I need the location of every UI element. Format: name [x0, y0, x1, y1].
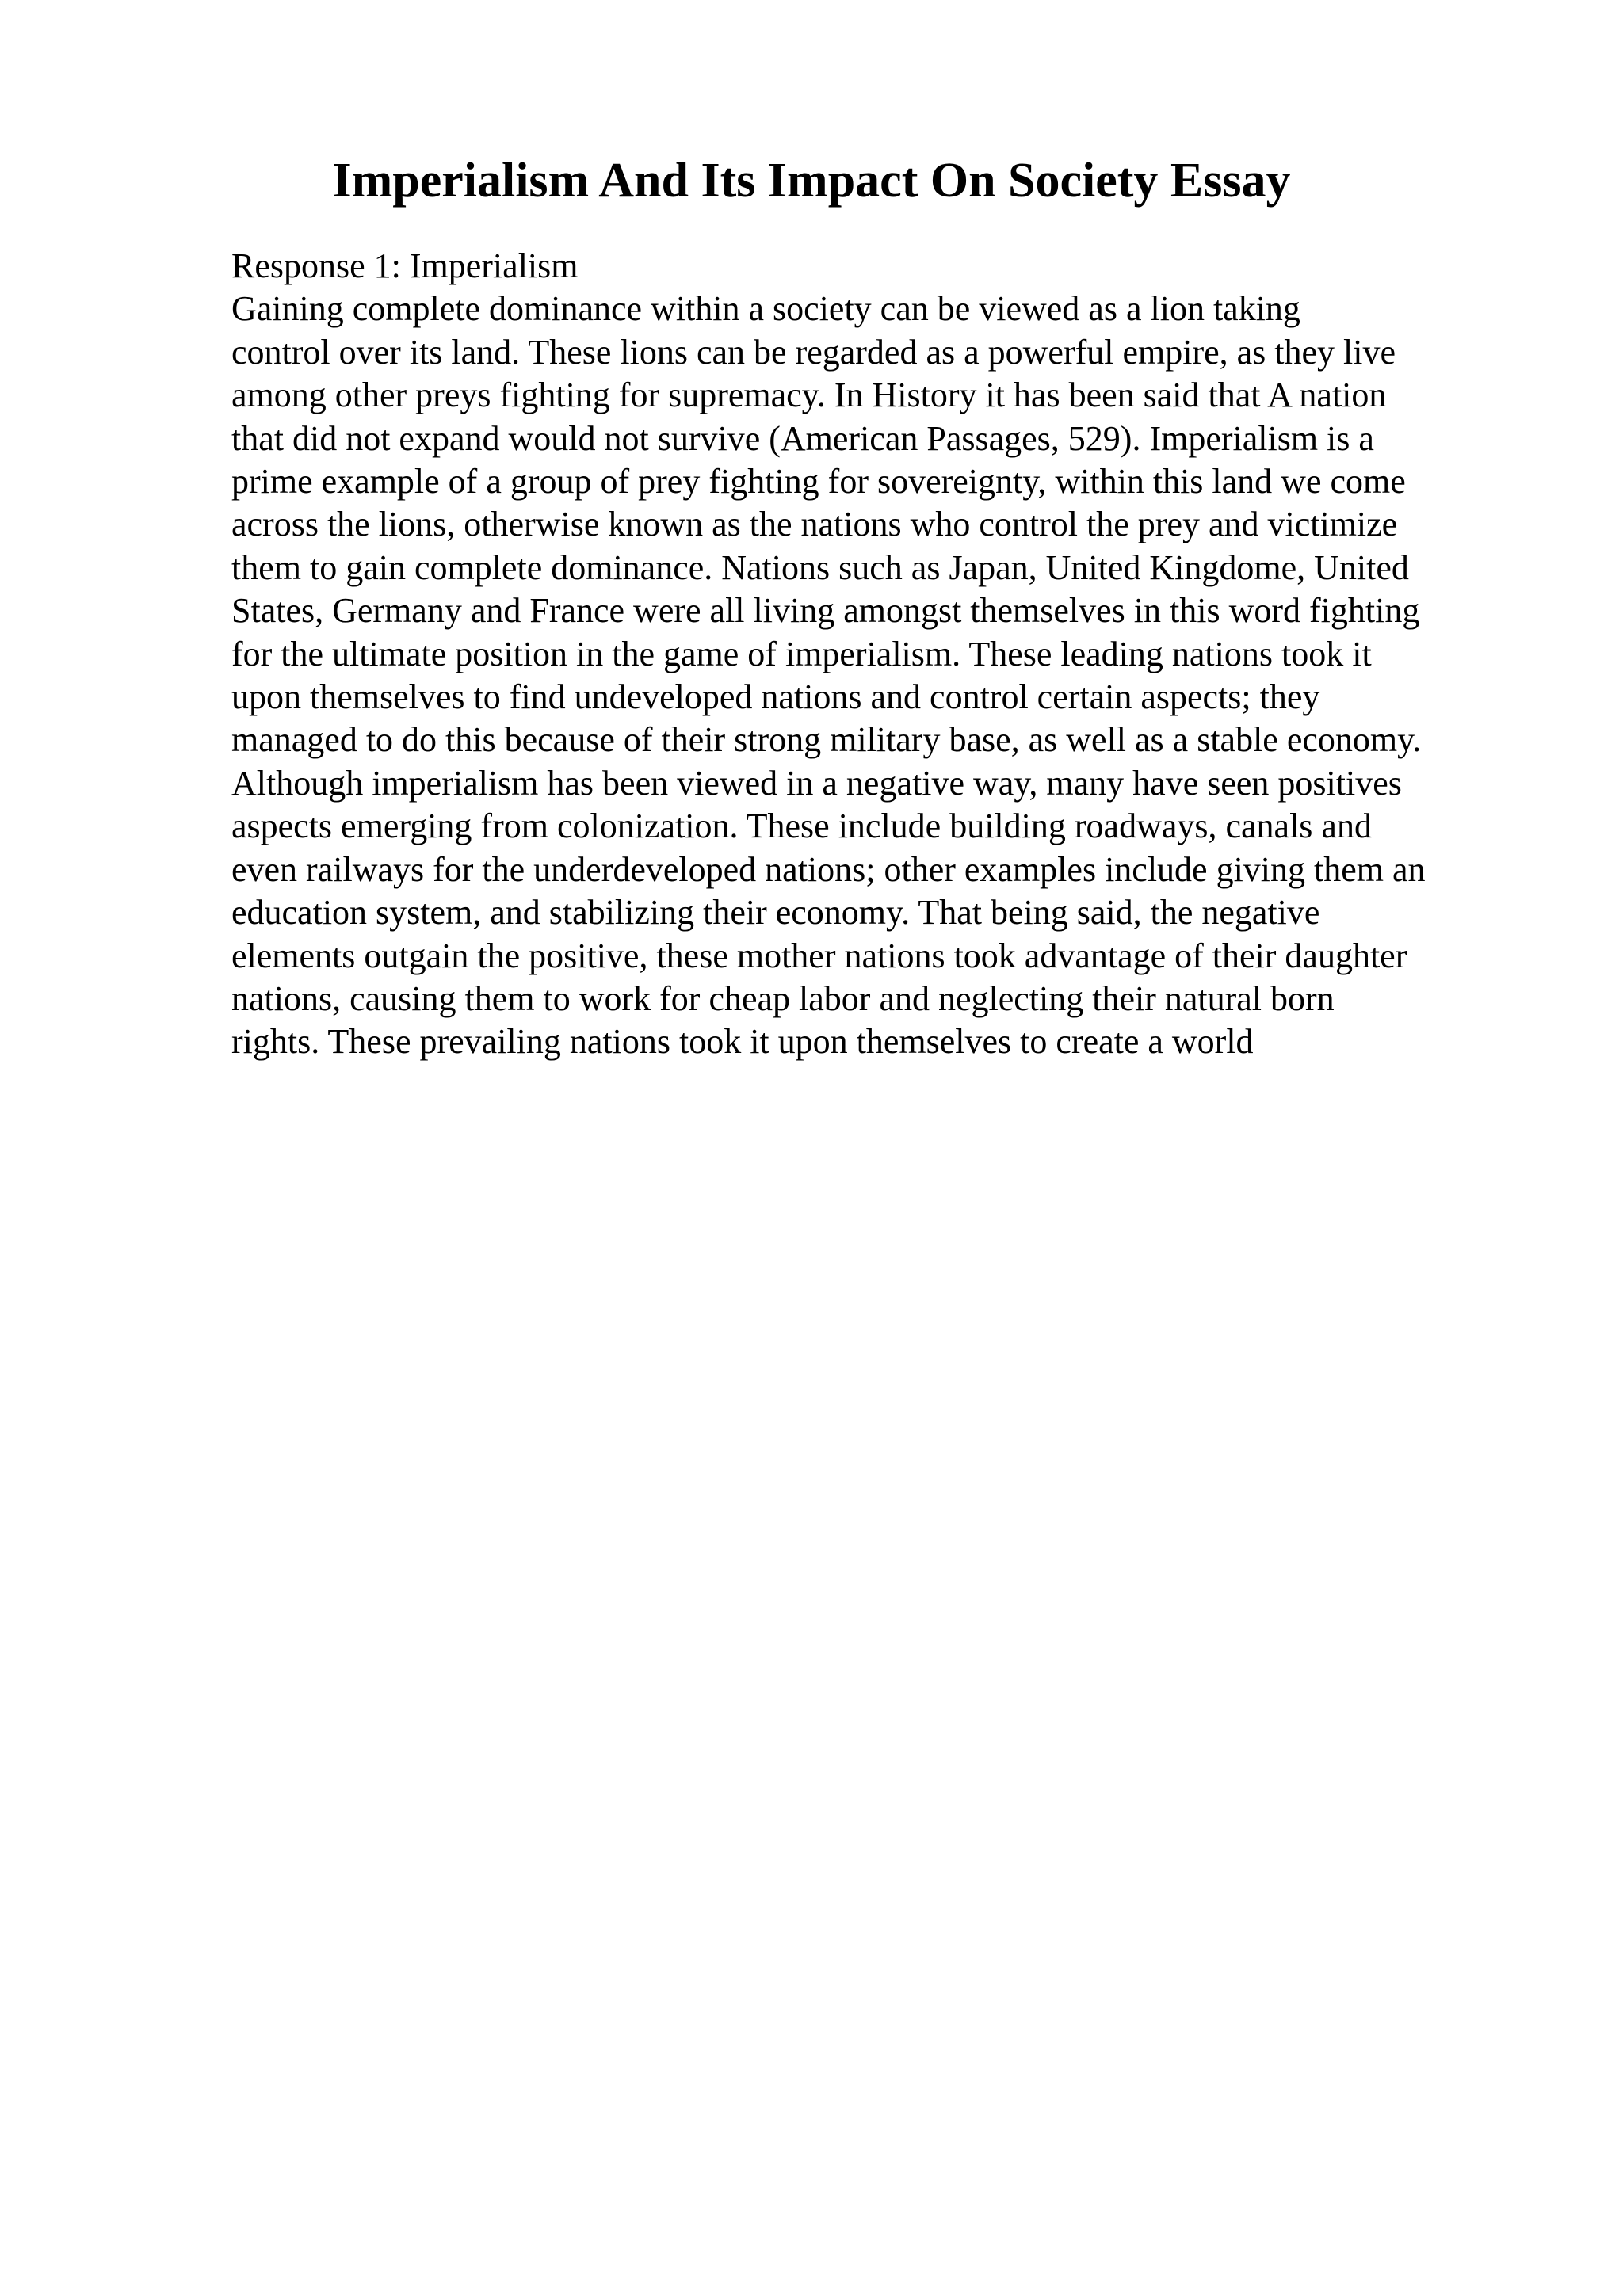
essay-line: among other preys fighting for supremacy. In History it has been said that A nation — [231, 376, 1387, 415]
essay-body — [231, 245, 1531, 1064]
essay-line: control over its land. These lions can be regarded as a powerful empire, as they live — [231, 332, 1396, 372]
essay-line: elements outgain the positive, these mother nations took advantage of their daughter — [231, 936, 1407, 975]
essay-line: that did not expand would not survive (American Passages, 529). Imperialism is a — [231, 418, 1374, 458]
essay-line: Although imperialism has been viewed in a negative way, many have seen positives — [231, 763, 1402, 803]
essay-line: even railways for the underdeveloped nations; other examples include giving them an — [231, 849, 1426, 889]
essay-line: managed to do this because of their strong military base, as well as a stable economy. — [231, 720, 1422, 760]
essay-line: States, Germany and France were all living amongst themselves in this word fighting — [231, 591, 1420, 631]
essay-line: them to gain complete dominance. Nations such as Japan, United Kingdome, United — [231, 547, 1409, 587]
essay-line: rights. These prevailing nations took it upon themselves to create a world — [231, 1022, 1254, 1062]
essay-line: Response 1: Imperialism — [231, 246, 579, 285]
document-title: Imperialism And Its Impact On Society Essay — [332, 154, 1291, 208]
essay-line: for the ultimate position in the game of imperialism. These leading nations took it — [231, 634, 1372, 673]
essay-line: across the lions, otherwise known as the nations who control the prey and victimize — [231, 505, 1398, 544]
essay-line: prime example of a group of prey fighting for sovereignty, within this land we come — [231, 462, 1406, 502]
essay-line: nations, causing them to work for cheap labor and neglecting their natural born — [231, 978, 1335, 1018]
essay-line: Gaining complete dominance within a society can be viewed as a lion taking — [231, 289, 1300, 329]
essay-line: education system, and stabilizing their economy. That being said, the negative — [231, 893, 1320, 933]
essay-line: upon themselves to find undeveloped nations and control certain aspects; they — [231, 677, 1320, 717]
essay-line: aspects emerging from colonization. These include building roadways, canals and — [231, 807, 1372, 846]
